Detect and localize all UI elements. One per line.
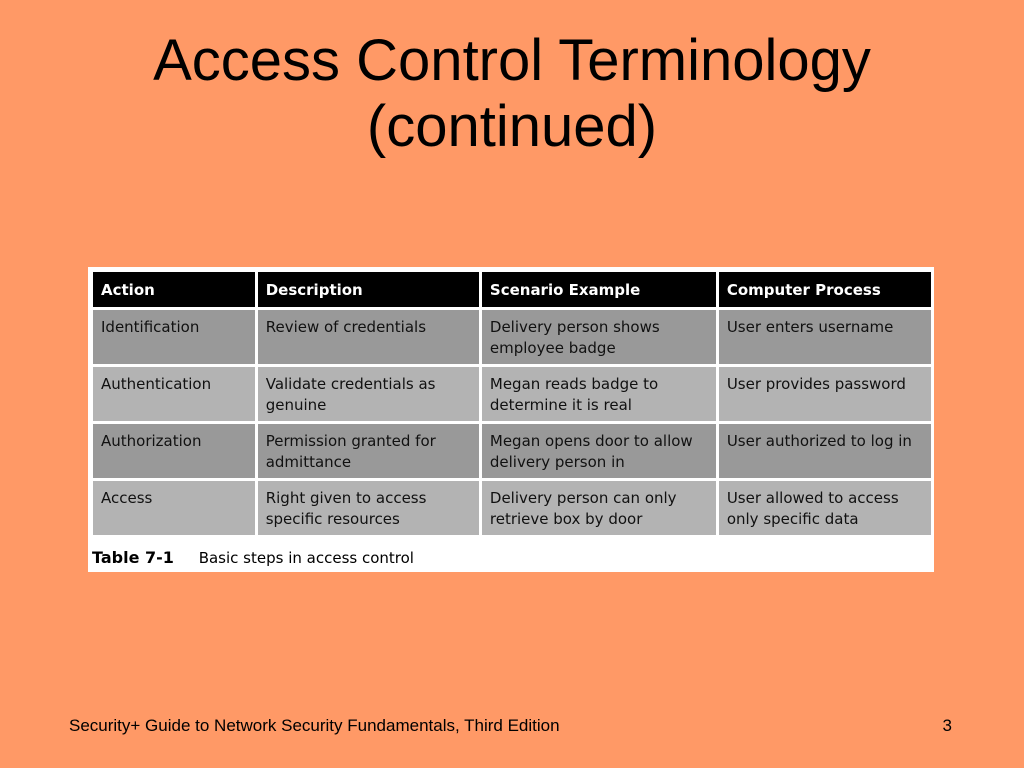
cell-scenario: Delivery person can only retrieve box by door xyxy=(482,481,716,535)
table-row xyxy=(93,481,931,535)
cell-description: Validate credentials as genuine xyxy=(258,367,479,421)
cell-scenario: Megan opens door to allow delivery person in xyxy=(482,424,716,478)
cell-process: User authorized to log in xyxy=(719,424,931,478)
cell-process: User enters username xyxy=(719,310,931,364)
table-figure xyxy=(88,267,934,572)
cell-process: User provides password xyxy=(719,367,931,421)
table-row xyxy=(93,367,931,421)
slide-title-line-2: (continued) xyxy=(366,94,658,159)
footer-text: Security+ Guide to Network Security Fundamentals, Third Edition xyxy=(69,716,560,735)
table-caption-number: Table 7-1 xyxy=(92,548,174,567)
cell-scenario: Delivery person shows employee badge xyxy=(482,310,716,364)
access-control-table xyxy=(90,269,934,538)
slide-title-line-1: Access Control Terminology xyxy=(153,28,871,93)
header-scenario-example: Scenario Example xyxy=(482,272,716,307)
table-caption xyxy=(92,548,414,567)
cell-description: Review of credentials xyxy=(258,310,479,364)
table-row xyxy=(93,310,931,364)
cell-process: User allowed to access only specific data xyxy=(719,481,931,535)
cell-scenario: Megan reads badge to determine it is real xyxy=(482,367,716,421)
header-description: Description xyxy=(258,272,479,307)
header-computer-process: Computer Process xyxy=(719,272,931,307)
slide-title xyxy=(0,28,1024,160)
cell-action: Authorization xyxy=(93,424,255,478)
cell-description: Right given to access specific resources xyxy=(258,481,479,535)
cell-description: Permission granted for admittance xyxy=(258,424,479,478)
table-header-row xyxy=(93,272,931,307)
page-number: 3 xyxy=(942,716,952,735)
header-action: Action xyxy=(93,272,255,307)
table-row xyxy=(93,424,931,478)
table-caption-text: Basic steps in access control xyxy=(198,549,414,567)
cell-action: Authentication xyxy=(93,367,255,421)
cell-action: Access xyxy=(93,481,255,535)
cell-action: Identification xyxy=(93,310,255,364)
